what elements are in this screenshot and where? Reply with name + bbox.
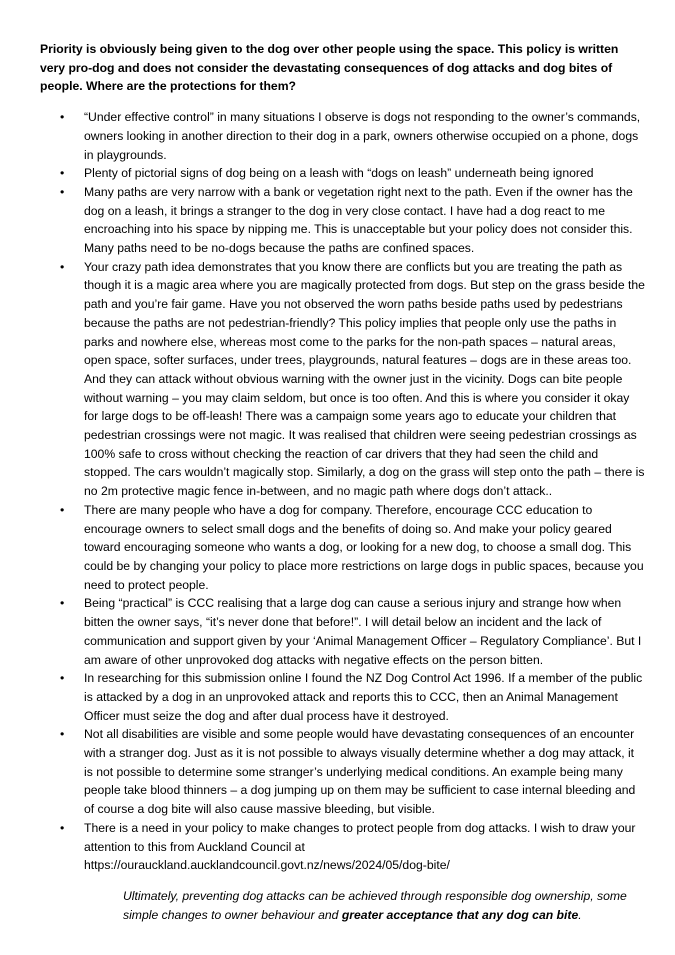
list-item: [40, 501, 645, 595]
quote-emphasis: greater acceptance that any dog can bite: [341, 907, 579, 922]
list-item-text: Your crazy path idea demonstrates that you know there are conflicts but you are treating the path as though it is a magic area where you are magically protected from dogs. But step on the grass beside the path and you’re fair game. Have you not observed the worn paths beside paths used by pedestrians because the paths are not pedestrian-friendly? This policy implies that people only use the paths in parks and nowhere else, whereas most come to the parks for the non-path spaces – natural areas, open space, softer surfaces, under trees, playgrounds, natural features – dogs are in these areas too. And they can attack without obvious warning with the owner just in the vicinity. Dogs can bite people without warning – you may claim seldom, but once is too often. And this is where you consider it okay for large dogs to be off-leash! There was a campaign some years ago to educate your children that pedestrian crossings were not magic. It was realised that children were seeing pedestrian crossings as 100% safe to cross without checking the reaction of car drivers that they had seen the child and stopped. The cars wouldn’t magically stop. Similarly, a dog on the grass will step onto the path – there is no 2m protective magic fence in-between, and no magic path where dogs don’t attack..: [84, 259, 645, 499]
bullet-icon: •: [60, 110, 65, 125]
quote-text: Ultimately, preventing dog attacks can be achieved through responsible dog ownership, some simple changes to owner behaviour and: [123, 888, 627, 922]
bullet-icon: •: [60, 259, 65, 274]
bullet-list: [40, 108, 645, 875]
list-item-text: “Under effective control” in many situations I observe is dogs not responding to the owner’s commands, owners looking in another direction to their dog in a park, owners otherwise occupied on a phone, dogs in playgrounds.: [84, 110, 641, 162]
list-item-text: In researching for this submission online I found the NZ Dog Control Act 1996. If a member of the public is attacked by a dog in an unprovoked attack and reports this to CCC, then an Animal Management Officer must seize the dog and after dual process have it destroyed.: [84, 671, 643, 723]
list-item-text: There are many people who have a dog for company. Therefore, encourage CCC education to encourage owners to select small dogs and the benefits of doing so. And make your policy geared toward encouraging someone who wants a dog, or looking for a new dog, to choose a small dog. This could be by changing your policy to place more restrictions on large dogs in public spaces, because you need to protect people.: [84, 502, 644, 592]
list-item: [40, 594, 645, 669]
list-item: [40, 108, 645, 164]
bullet-icon: •: [60, 727, 65, 742]
list-item: [40, 669, 645, 725]
list-item: [40, 183, 645, 258]
list-item: [40, 725, 645, 819]
list-item: [40, 258, 645, 501]
bullet-icon: •: [60, 166, 65, 181]
list-item-text: Being “practical” is CCC realising that a large dog can cause a serious injury and strange how when bitten the owner says, “it’s never done that before!”. I will detail below an incident and the lack of communication and support given by your ‘Animal Management Officer – Regulatory Compliance’. But I am aware of other unprovoked dog attacks with negative effects on the person bitten.: [84, 596, 642, 667]
list-item: [40, 819, 645, 875]
intro-paragraph: Priority is obviously being given to the dog over other people using the space. This policy is written very pro-dog and does not consider the devastating consequences of dog attacks and dog bites of people. Where are the protections for them?: [40, 42, 619, 94]
list-item-text: There is a need in your policy to make changes to protect people from dog attacks. I wish to draw your attention to this from Auckland Council at https://ourauckland.aucklandcouncil.govt.nz/news/2024/05/dog-bite/: [84, 820, 636, 873]
bullet-icon: •: [60, 596, 65, 611]
list-item: [40, 164, 645, 183]
list-item-text: Not all disabilities are visible and some people would have devastating consequences of an encounter with a stranger dog. Just as it is not possible to always visually determine whether a dog may attack, it is not possible to determine some stranger’s underlying medical conditions. An example being many people take blood thinners – a dog jumping up on them may be sufficient to case internal bleeding and of course a dog bite will also cause massive bleeding, but visible.: [84, 727, 636, 817]
bullet-icon: •: [60, 671, 65, 686]
quote-end: .: [578, 907, 582, 922]
bullet-icon: •: [60, 184, 65, 199]
closing-quote: [123, 887, 635, 924]
list-item-text: Plenty of pictorial signs of dog being on a leash with “dogs on leash” underneath being ignored: [84, 166, 594, 181]
list-item-text: Many paths are very narrow with a bank or vegetation right next to the path. Even if the owner has the dog on a leash, it brings a stranger to the dog in very close contact. I have had a dog react to me encroaching into his space by nipping me. This is unacceptable but your policy does not consider this. Many paths need to be no-dogs because the paths are confined spaces.: [84, 184, 633, 256]
bullet-icon: •: [60, 502, 65, 517]
bullet-icon: •: [60, 820, 65, 835]
